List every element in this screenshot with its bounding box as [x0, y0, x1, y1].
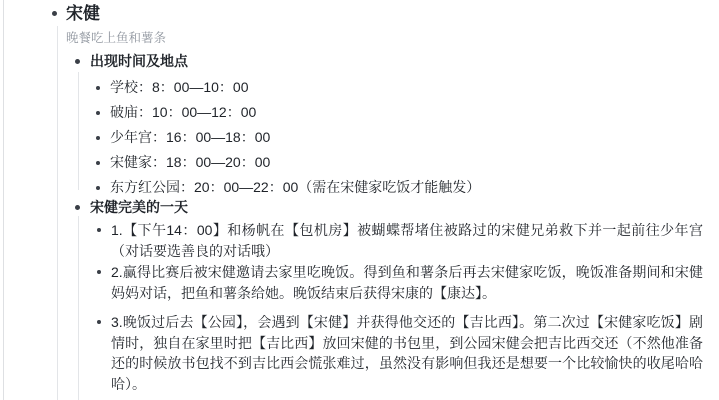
bullet-icon — [96, 186, 100, 190]
time-slot-item — [96, 175, 706, 200]
time-slot-text: 宋健家：18：00—20：00 — [110, 154, 271, 170]
bullet-icon — [96, 161, 100, 165]
bullet-icon — [96, 136, 100, 140]
time-slot-item — [96, 125, 706, 150]
walkthrough-step-list — [97, 220, 707, 394]
indent-guide-line — [78, 72, 79, 190]
time-slot-item — [96, 100, 706, 125]
page-subtitle: 晚餐吃上鱼和薯条 — [66, 31, 167, 45]
indent-guide-line — [78, 216, 79, 400]
bullet-icon — [75, 205, 80, 210]
time-slot-item — [96, 75, 706, 100]
indent-guide-line — [57, 26, 58, 400]
bullet-icon — [75, 59, 80, 64]
bullet-icon — [97, 270, 101, 274]
bullet-icon — [96, 86, 100, 90]
bullet-icon — [52, 11, 57, 16]
walkthrough-step — [97, 220, 707, 261]
bullet-icon — [97, 320, 101, 324]
time-slot-text: 东方红公园：20：00—22：00（需在宋健家吃饭才能触发） — [110, 179, 481, 195]
time-slot-text: 少年宫：16：00—18：00 — [110, 129, 271, 145]
time-slot-text: 破庙：10：00—12：00 — [110, 104, 257, 120]
bullet-icon — [96, 111, 100, 115]
time-slot-list — [96, 75, 706, 200]
walkthrough-step-text: 2.赢得比赛后被宋健邀请去家里吃晚饭。得到鱼和薯条后再去宋健家吃饭，晚饭准备期间和宋健妈妈对话，把鱼和薯条给她。晚饭结束后获得宋康的【康达】。 — [111, 264, 703, 301]
time-slot-text: 学校：8：00—10：00 — [110, 79, 249, 95]
walkthrough-step-text: 3.晚饭过后去【公园】，会遇到【宋健】并获得他交还的【吉比西】。第二次过【宋健家吃饭】剧情时，独自在家里时把【吉比西】放回宋健的书包里，到公园宋健会把吉比西交还（不然他准备还的时候放书包找不到吉比西会慌张难过，虽然没有影响但我还是想要一个比较愉快的收尾哈哈哈）。 — [111, 314, 703, 392]
section-heading-perfect-day: 宋健完美的一天 — [90, 199, 188, 215]
section-heading-times: 出现时间及地点 — [90, 53, 188, 69]
walkthrough-step — [97, 312, 707, 394]
page-title: 宋健 — [66, 4, 100, 23]
walkthrough-step — [97, 262, 707, 303]
time-slot-item — [96, 150, 706, 175]
page-left-border — [3, 0, 4, 400]
bullet-icon — [97, 228, 101, 232]
walkthrough-step-text: 1.【下午14：00】和杨帆在【包机房】被蝴蝶帮堵住被路过的宋健兄弟救下并一起前往少年宫（对话要选善良的对话哦） — [111, 222, 703, 259]
